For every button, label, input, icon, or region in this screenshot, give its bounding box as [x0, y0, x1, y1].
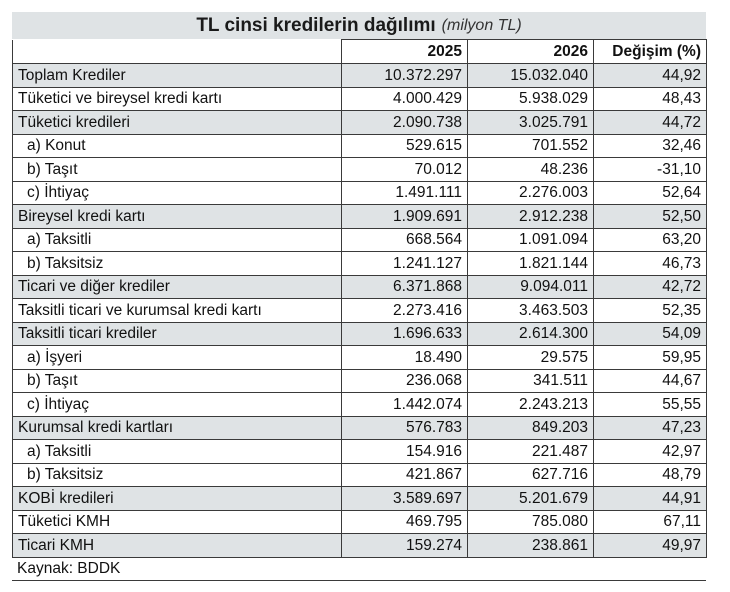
value-2025: 1.696.633 — [342, 322, 468, 346]
value-change: 49,97 — [594, 534, 707, 558]
value-2026: 1.821.144 — [468, 252, 594, 276]
value-2025: 1.909.691 — [342, 205, 468, 229]
value-change: 44,92 — [594, 64, 707, 88]
row-label: Toplam Krediler — [13, 64, 342, 88]
row-label: c) İhtiyaç — [13, 393, 342, 417]
value-change: 52,50 — [594, 205, 707, 229]
table-row — [13, 181, 707, 205]
table-title: TL cinsi kredilerin dağılımı — [196, 14, 436, 36]
source-note: Kaynak: BDDK — [12, 558, 706, 581]
header-row — [13, 40, 707, 64]
row-label: Ticari ve diğer krediler — [13, 275, 342, 299]
value-change: 59,95 — [594, 346, 707, 370]
table-row — [13, 463, 707, 487]
value-2025: 469.795 — [342, 510, 468, 534]
value-2026: 3.463.503 — [468, 299, 594, 323]
row-label: c) İhtiyaç — [13, 181, 342, 205]
row-label: a) Taksitli — [13, 228, 342, 252]
value-change: 44,72 — [594, 111, 707, 135]
value-2025: 10.372.297 — [342, 64, 468, 88]
header-change: Değişim (%) — [594, 40, 707, 64]
row-label: b) Taksitsiz — [13, 463, 342, 487]
value-change: 55,55 — [594, 393, 707, 417]
row-label: b) Taksitsiz — [13, 252, 342, 276]
row-label: b) Taşıt — [13, 158, 342, 182]
row-label: Tüketici kredileri — [13, 111, 342, 135]
credit-table — [12, 39, 707, 558]
value-2026: 2.243.213 — [468, 393, 594, 417]
value-2026: 9.094.011 — [468, 275, 594, 299]
value-change: 63,20 — [594, 228, 707, 252]
row-label: Bireysel kredi kartı — [13, 205, 342, 229]
value-change: 54,09 — [594, 322, 707, 346]
value-2026: 29.575 — [468, 346, 594, 370]
value-2025: 421.867 — [342, 463, 468, 487]
credit-distribution-table-panel — [12, 12, 706, 581]
value-change: -31,10 — [594, 158, 707, 182]
value-2025: 18.490 — [342, 346, 468, 370]
value-2026: 785.080 — [468, 510, 594, 534]
value-2025: 154.916 — [342, 440, 468, 464]
header-blank-cell — [13, 40, 342, 64]
value-2025: 70.012 — [342, 158, 468, 182]
value-2025: 1.491.111 — [342, 181, 468, 205]
value-change: 44,67 — [594, 369, 707, 393]
value-change: 42,72 — [594, 275, 707, 299]
value-change: 46,73 — [594, 252, 707, 276]
value-change: 48,43 — [594, 87, 707, 111]
table-row — [13, 228, 707, 252]
row-label: Taksitli ticari krediler — [13, 322, 342, 346]
value-2026: 2.912.238 — [468, 205, 594, 229]
value-2025: 1.442.074 — [342, 393, 468, 417]
value-2026: 849.203 — [468, 416, 594, 440]
value-2026: 3.025.791 — [468, 111, 594, 135]
row-label: Tüketici KMH — [13, 510, 342, 534]
value-change: 42,97 — [594, 440, 707, 464]
value-2025: 236.068 — [342, 369, 468, 393]
value-2025: 1.241.127 — [342, 252, 468, 276]
table-row — [13, 87, 707, 111]
table-row — [13, 369, 707, 393]
row-label: a) Taksitli — [13, 440, 342, 464]
table-row — [13, 111, 707, 135]
table-row — [13, 346, 707, 370]
value-change: 52,64 — [594, 181, 707, 205]
value-change: 47,23 — [594, 416, 707, 440]
value-2026: 1.091.094 — [468, 228, 594, 252]
table-row — [13, 275, 707, 299]
row-label: a) İşyeri — [13, 346, 342, 370]
table-row — [13, 252, 707, 276]
table-row — [13, 205, 707, 229]
value-2026: 221.487 — [468, 440, 594, 464]
table-row — [13, 64, 707, 88]
value-2026: 15.032.040 — [468, 64, 594, 88]
value-2026: 627.716 — [468, 463, 594, 487]
value-change: 52,35 — [594, 299, 707, 323]
value-change: 67,11 — [594, 510, 707, 534]
row-label: KOBİ kredileri — [13, 487, 342, 511]
value-change: 44,91 — [594, 487, 707, 511]
value-2025: 529.615 — [342, 134, 468, 158]
table-body — [13, 64, 707, 558]
value-2025: 159.274 — [342, 534, 468, 558]
value-2026: 238.861 — [468, 534, 594, 558]
table-row — [13, 440, 707, 464]
value-2025: 576.783 — [342, 416, 468, 440]
table-title-bar — [12, 12, 706, 39]
value-2025: 4.000.429 — [342, 87, 468, 111]
table-row — [13, 416, 707, 440]
value-change: 32,46 — [594, 134, 707, 158]
row-label: a) Konut — [13, 134, 342, 158]
header-2026: 2026 — [468, 40, 594, 64]
table-row — [13, 299, 707, 323]
table-row — [13, 134, 707, 158]
value-2026: 341.511 — [468, 369, 594, 393]
row-label: Kurumsal kredi kartları — [13, 416, 342, 440]
value-2025: 668.564 — [342, 228, 468, 252]
table-row — [13, 322, 707, 346]
value-change: 48,79 — [594, 463, 707, 487]
row-label: b) Taşıt — [13, 369, 342, 393]
table-unit: (milyon TL) — [441, 16, 522, 34]
value-2026: 48.236 — [468, 158, 594, 182]
table-row — [13, 510, 707, 534]
row-label: Ticari KMH — [13, 534, 342, 558]
table-row — [13, 487, 707, 511]
value-2025: 2.273.416 — [342, 299, 468, 323]
value-2026: 5.938.029 — [468, 87, 594, 111]
header-2025: 2025 — [342, 40, 468, 64]
table-row — [13, 534, 707, 558]
table-row — [13, 158, 707, 182]
value-2026: 2.614.300 — [468, 322, 594, 346]
table-row — [13, 393, 707, 417]
value-2026: 701.552 — [468, 134, 594, 158]
row-label: Tüketici ve bireysel kredi kartı — [13, 87, 342, 111]
value-2025: 6.371.868 — [342, 275, 468, 299]
value-2025: 3.589.697 — [342, 487, 468, 511]
value-2026: 5.201.679 — [468, 487, 594, 511]
value-2026: 2.276.003 — [468, 181, 594, 205]
row-label: Taksitli ticari ve kurumsal kredi kartı — [13, 299, 342, 323]
value-2025: 2.090.738 — [342, 111, 468, 135]
